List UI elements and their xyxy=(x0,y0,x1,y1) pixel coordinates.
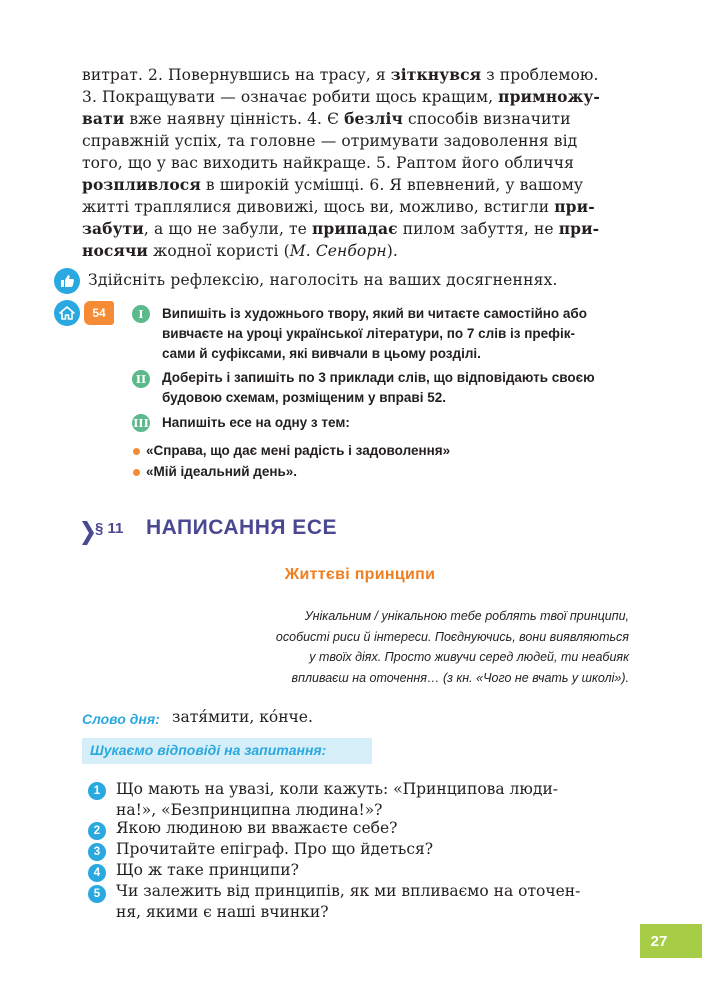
bullet-dot xyxy=(133,469,140,476)
bold-word: носячи xyxy=(82,241,149,260)
topic-1: «Справа, що дає мені радість і задоволення» xyxy=(146,443,451,458)
text-run: вже наявну цінність. 4. Є xyxy=(124,110,345,128)
bold-word: припадає xyxy=(311,219,398,238)
section-chevron-icon xyxy=(82,521,94,545)
house-icon xyxy=(54,300,80,326)
paragraph-line xyxy=(82,108,630,130)
text-run: в широкій усмішці. 6. Я впевнений, у вашому xyxy=(200,176,584,194)
question-number-1: 1 xyxy=(88,782,106,800)
paragraph-line xyxy=(82,86,630,108)
text-run: способів визначити xyxy=(402,110,571,128)
italic-author: М. Сенборн xyxy=(289,242,387,260)
text-run: витрат. 2. Повернувшись на трасу, я xyxy=(82,66,391,84)
paragraph-line xyxy=(82,130,630,152)
bold-word: при- xyxy=(554,197,595,216)
question-number-2: 2 xyxy=(88,822,106,840)
word-of-day-text: затя́мити, ко́нче. xyxy=(172,708,313,726)
text-run: пилом забуття, не xyxy=(397,220,559,238)
paragraph-line xyxy=(82,64,630,86)
task-numeral-2: II xyxy=(132,370,150,388)
page-number: 27 xyxy=(650,932,668,950)
text-run: 3. Покращувати — означає робити щось кращим, xyxy=(82,88,499,106)
body-paragraph xyxy=(82,64,630,262)
text-run: жодної користі ( xyxy=(148,242,290,260)
epigraph: Унікальним / унікальною тебе роблять твої принципи, особисті риси й інтереси. Поєднуючись, вони виявляються у твоїх діях. Просто живучи серед людей, ти неабияк впливаєш на оточення… (з кн. «Чого не вчать у школі»). xyxy=(275,609,629,685)
section-number: § 11 xyxy=(95,520,124,537)
paragraph-line xyxy=(82,174,630,196)
question-1: Що мають на увазі, коли кажуть: «Принципова люди- на!», «Безпринципна людина!»? xyxy=(116,780,559,819)
bold-word: примножу- xyxy=(498,87,600,106)
question-number-5: 5 xyxy=(88,885,106,903)
paragraph-line xyxy=(82,240,630,262)
text-run: житті траплялися дивовижі, щось ви, можливо, встигли xyxy=(82,198,555,216)
questions-header: Шукаємо відповіді на запитання: xyxy=(90,742,327,758)
question-5: Чи залежить від принципів, як ми впливаємо на оточен- ня, якими є наші вчинки? xyxy=(116,882,581,921)
thumbs-up-icon xyxy=(54,268,80,294)
word-of-day-label: Слово дня: xyxy=(82,711,160,727)
text-run: справжній успіх, та головне — отримувати задоволення від xyxy=(82,132,578,150)
task-numeral-3: III xyxy=(132,414,150,432)
exercise-number-badge: 54 xyxy=(84,301,114,325)
question-number-4: 4 xyxy=(88,864,106,882)
task-2-text: Доберіть і запишіть по 3 приклади слів, що відповідають своєю будовою схемам, розміщеним у вправі 52. xyxy=(162,370,595,405)
text-run: , а що не забули, те xyxy=(143,220,312,238)
section-title: НАПИСАННЯ ЕСЕ xyxy=(146,516,337,539)
section-subtitle: Життєві принципи xyxy=(284,566,436,583)
paragraph-line xyxy=(82,218,630,240)
text-run: того, що у вас виходить найкраще. 5. Раптом його обличчя xyxy=(82,154,575,172)
task-3-text: Напишіть есе на одну з тем: xyxy=(162,415,350,430)
question-3: Прочитайте епіграф. Про що йдеться? xyxy=(116,840,434,858)
bold-word: зіткнувся xyxy=(390,65,482,84)
bold-word: безліч xyxy=(344,109,403,128)
bold-word: забути xyxy=(82,219,144,238)
bold-word: вати xyxy=(82,109,125,128)
text-run: ). xyxy=(386,242,398,260)
reflection-text: Здійсніть рефлексію, наголосіть на ваших досягненнях. xyxy=(88,271,558,289)
topic-2: «Мій ідеальний день». xyxy=(146,464,298,479)
task-numeral-1: I xyxy=(132,305,150,323)
paragraph-line xyxy=(82,196,630,218)
paragraph-line xyxy=(82,152,630,174)
question-4: Що ж таке принципи? xyxy=(116,861,299,879)
task-1-text: Випишіть із художнього твору, який ви читаєте самостійно або вивчаєте на уроці української літератури, по 7 слів із префік- сами й суфіксами, які вивчали в цьому розділі. xyxy=(162,306,587,361)
question-2: Якою людиною ви вважаєте себе? xyxy=(116,819,398,837)
bullet-dot xyxy=(133,448,140,455)
bold-word: розпливлося xyxy=(82,175,201,194)
bold-word: при- xyxy=(558,219,600,238)
question-number-3: 3 xyxy=(88,843,106,861)
text-run: з проблемою. xyxy=(481,66,599,84)
